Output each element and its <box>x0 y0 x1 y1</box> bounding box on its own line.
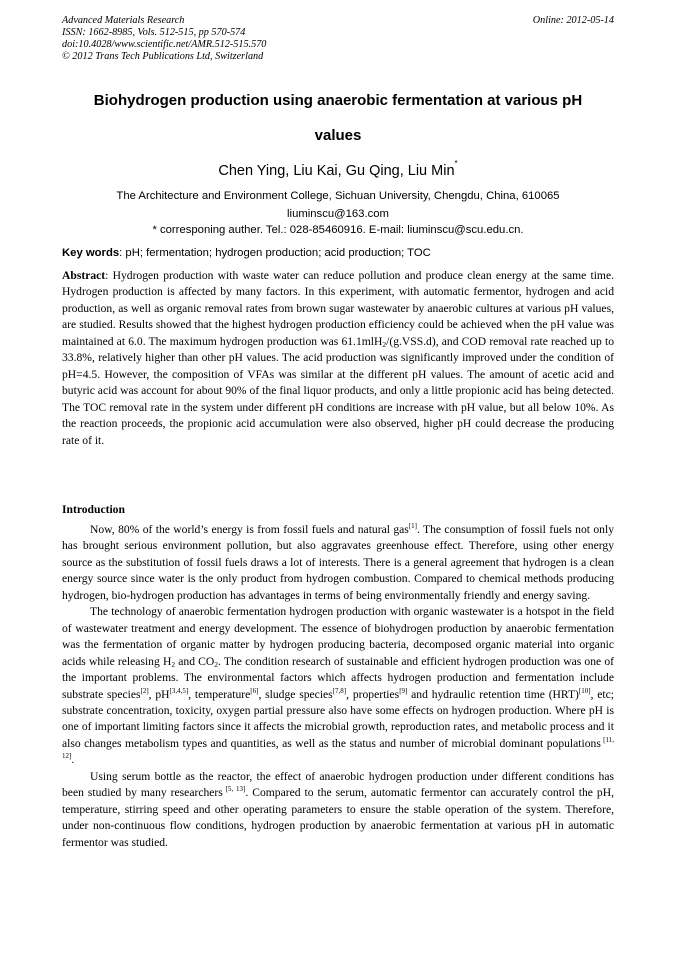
paper-title-line-2: values <box>314 127 362 144</box>
doi-line: doi:10.4028/www.scientific.net/AMR.512-515.570 <box>62 39 267 50</box>
text: Using serum bottle as the reactor, the effect of anaerobic hydrogen production under different conditions has been studied by many researchers <box>62 769 614 800</box>
citation: [2] <box>140 686 149 695</box>
abstract <box>62 268 614 449</box>
text: . Compared to the serum, automatic fermentor can accurately control the pH, temperature, stirring speed and other operating parameters to ensure the stable operation of the system. Therefore, under non-continuous flow conditions, hydrogen production by anaerobic fermentation at various pH in automatic fermentor was studied. <box>62 786 614 849</box>
correspondence-note: * corresponing auther. Tel.: 028-85460916. E-mail: liuminscu@scu.edu.cn. <box>152 224 524 236</box>
intro-paragraph-2 <box>62 604 614 769</box>
author-email: liuminscu@163.com <box>287 208 389 220</box>
citation: [3,4,5] <box>169 686 189 695</box>
citation: [5, 13] <box>222 785 246 794</box>
subscript: 2 <box>171 659 176 669</box>
intro-paragraph-3 <box>62 769 614 851</box>
text: . The consumption of fossil fuels not only has brought serious environment pollution, but also aggravates greenhouse effect. Therefore, using other energy source as the substitution of fossil fuels draws a lot of interests. There is a general agreement that hydrogen is a clean energy source since water is the only product from hydrogen combustion. Compared to chemical methods producing hydrogen, bio-hydrogen production has advantages in terms of being environmentally friendly and energy saving. <box>62 523 614 602</box>
text: and hydraulic retention time (HRT) <box>407 687 579 701</box>
citation: [11, 12] <box>62 735 614 761</box>
affiliation: The Architecture and Environment College, Sichuan University, Chengdu, China, 610065 <box>116 190 560 202</box>
authors-text: Chen Ying, Liu Kai, Gu Qing, Liu Min <box>218 163 455 179</box>
text: , sludge species <box>258 687 333 701</box>
subscript: 2 <box>382 339 387 349</box>
keywords-text: : pH; fermentation; hydrogen production; acid production; TOC <box>119 247 431 259</box>
text: . <box>71 753 75 767</box>
text: , properties <box>346 687 400 701</box>
citation: [6] <box>250 686 259 695</box>
paper-title-line-1: Biohydrogen production using anaerobic fermentation at various pH <box>93 92 583 109</box>
abstract-label: Abstract <box>62 269 106 282</box>
online-date: Online: 2012-05-14 <box>532 15 614 26</box>
text: , etc; substrate concentration, toxicity, oxygen partial pressure also have some effects on hydrogen production. Where pH is one of important limiting factors since it affects the microbial growth, reproduction rates, and metabolic process and it also changes metabolism types and quantities, as well as the status and number of microbial dominant populations <box>62 687 615 750</box>
citation: [9] <box>399 686 408 695</box>
author-list <box>62 159 614 179</box>
abstract-text-2: /(g.VSS.d), and COD removal rate reached up to 33.8%, relatively higher than other pH values. The acid production was significantly improved under the condition of pH=4.5. However, the composition of VFAs was similar at the different pH values. The amount of acetic acid and butyric acid was account for about 90% of the final liquor products, and only a little propionic acid has being detected. The TOC removal rate in the system under different pH conditions are increase with pH value, but all below 10%. As the reaction proceeds, the propionic acid accumulation were also observed, higher pH could decrease the producing rate of it. <box>62 334 614 447</box>
citation: [1] <box>408 522 417 530</box>
corresponding-author-mark: * <box>454 159 458 168</box>
journal-header <box>62 15 266 63</box>
issn-line: ISSN: 1662-8985, Vols. 512-515, pp 570-574 <box>62 27 246 38</box>
text: Now, 80% of the world’s energy is from fossil fuels and natural gas <box>90 523 409 536</box>
subscript: 2 <box>214 659 219 669</box>
text: , pH <box>148 687 170 701</box>
text: . The condition research of sustainable and efficient hydrogen production was one of the important problems. The environmental factors which affects hydrogen production and fermentation include substrate species <box>62 654 614 701</box>
introduction-body <box>62 522 614 851</box>
copyright-line: © 2012 Trans Tech Publications Ltd, Switzerland <box>62 51 264 62</box>
citation: [7,8] <box>332 686 347 695</box>
keywords-label: Key words <box>62 247 120 259</box>
citation: [10] <box>578 686 591 695</box>
text: The technology of anaerobic fermentation hydrogen production with organic wastewater is a hotspot in the field of wastewater treatment and energy development. The essence of biohydrogen production by anaerobic fermentation was the fermentation of organic matter by hydrogen producing bacteria, decomposed organic material into organic acids while releasing H <box>62 605 614 668</box>
section-heading-introduction: Introduction <box>62 503 125 516</box>
keywords <box>62 247 614 259</box>
abstract-text-1: : Hydrogen production with waste water can reduce pollution and produce clean energy at the same time. Hydrogen production is affected by many factors. In this experiment, with automatic fermentor, hydrogen and acid production, as well as organic removal rates from brown sugar wastewater by anaerobic cultures at various pH values, are studied. Results showed that the highest hydrogen production efficiency could be achieved when the pH value was maintained at 6.0. The maximum hydrogen production was 61.1mlH <box>62 269 614 348</box>
journal-name: Advanced Materials Research <box>62 15 185 26</box>
intro-paragraph-1 <box>62 522 614 604</box>
text: and CO <box>175 654 215 668</box>
text: , temperature <box>188 687 251 701</box>
